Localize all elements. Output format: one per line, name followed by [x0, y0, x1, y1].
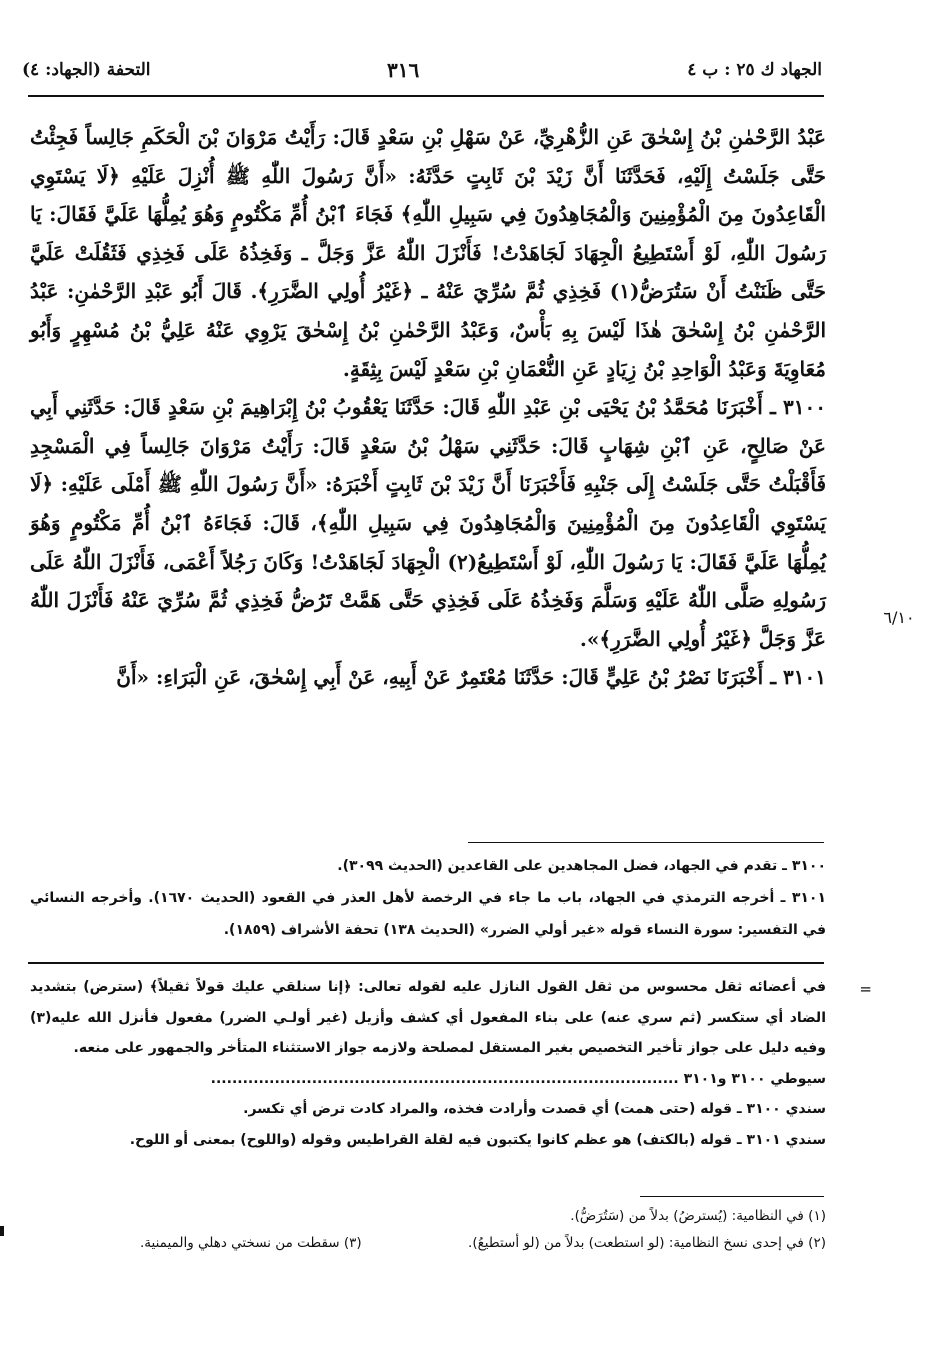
- page-header: [22, 52, 822, 92]
- hadith-paragraph: ٣١٠١ ـ أَخْبَرَنَا نَصْرُ بْنُ عَلِيٍّ قَالَ: حَدَّثَنَا مُعْتَمِرٌ عَنْ أَبِيهِ، عَنْ أَبِي إِسْحٰقَ، عَنِ الْبَرَاءِ: «أَنَّ: [116, 665, 826, 690]
- continuation-mark: =: [859, 980, 872, 998]
- commentary-rule: [28, 962, 824, 964]
- hadith-paragraph: ٣١٠٠ ـ أَخْبَرَنَا مُحَمَّدُ بْنُ يَحْيَى بْنِ عَبْدِ اللّٰهِ قَالَ: حَدَّثَنَا يَعْقُوبُ بْنُ إِبْرَاهِيمَ بْنِ سَعْدٍ قَالَ: حَدَّثَنِي أَبِي عَنْ صَالِحٍ، عَنِ ٱبْنِ شِهَابٍ قَالَ: حَدَّثَنِي سَهْلُ بْنُ سَعْدٍ قَالَ: رَأَيْتُ مَرْوَانَ جَالِساً فِي الْمَسْجِدِ فَأَقْبَلْتُ حَتَّى جَلَسْتُ إِلَى جَنْبِهِ فَأَخْبَرَنَا أَنَّ زَيْدَ بْنَ ثَابِتٍ أَخْبَرَهُ: «أَنَّ رَسُولَ اللّٰهِ ﷺ أَمْلَى عَلَيْهِ: ﴿لَا يَسْتَوِي الْقَاعِدُونَ مِنَ الْمُؤْمِنِينَ وَالْمُجَاهِدُونَ فِي سَبِيلِ اللّٰهِ﴾، قَالَ: فَجَاءَهُ ٱبْنُ أُمِّ مَكْتُومٍ وَهُوَ يُمِلُّهَا عَلَيَّ فَقَالَ: يَا رَسُولَ اللّٰهِ، لَوْ أَسْتَطِيعُ(٢) الْجِهَادَ لَجَاهَدْتُ! وَكَانَ رَجُلاً أَعْمَى، فَأَنْزَلَ اللّٰهُ عَلَى رَسُولِهِ صَلَّى اللّٰهُ عَلَيْهِ وَسَلَّمَ وَفَخِذُهُ عَلَى فَخِذِي حَتَّى هَمَّتْ تَرُضُّ فَخِذِي ثُمَّ سُرِّيَ عَنْهُ فَأَنْزَلَ اللّٰهُ عَزَّ وَجَلَّ ﴿غَيْرُ أُولِي الضَّرَرِ﴾».: [30, 395, 826, 651]
- chapter-reference: الجهاد ك ٢٥ : ب ٤: [687, 60, 822, 80]
- header-rule: [28, 95, 824, 97]
- sindi-note: سندي ٣١٠١ ـ قوله (بالكتف) هو عظم كانوا يكتبون فيه لقلة القراطيس وقوله (واللوح) بمعنى أو اللوح.: [129, 1131, 826, 1148]
- sindi-note: سندي ٣١٠٠ ـ قوله (حتى همت) أي قصدت وأرادت فخذه، والمراد كادت ترض أي تكسر.: [243, 1101, 826, 1117]
- hadith-body: أَخْبَرَنَا نَصْرُ بْنُ عَلِيٍّ قَالَ: حَدَّثَنَا مُعْتَمِرٌ عَنْ أَبِيهِ، عَنْ أَبِي إِسْحٰقَ، عَنِ الْبَرَاءِ: «أَنَّ: [116, 665, 764, 690]
- footnotes: [30, 1203, 826, 1257]
- footnote-rule: [640, 1196, 824, 1197]
- hadith-paragraph: عَبْدُ الرَّحْمٰنِ بْنُ إِسْحٰقَ عَنِ الزُّهْرِيِّ، عَنْ سَهْلِ بْنِ سَعْدٍ قَالَ: رَأَيْتُ مَرْوَانَ بْنَ الْحَكَمِ جَالِساً فَجِئْتُ حَتَّى جَلَسْتُ إِلَيْهِ، فَحَدَّثَنَا أَنَّ زَيْدَ بْنَ ثَابِتٍ حَدَّثَهُ: «أَنَّ رَسُولَ اللّٰهِ ﷺ أُنْزِلَ عَلَيْهِ ﴿لَا يَسْتَوِي الْقَاعِدُونَ مِنَ الْمُؤْمِنِينَ وَالْمُجَاهِدُونَ فِي سَبِيلِ اللّٰهِ﴾ فَجَاءَ ٱبْنُ أُمِّ مَكْتُومٍ وَهُوَ يُمِلُّهَا عَلَيَّ فَقَالَ: يَا رَسُولَ اللّٰهِ، لَوْ أَسْتَطِيعُ الْجِهَادَ لَجَاهَدْتُ! فَأَنْزَلَ اللّٰهُ عَزَّ وَجَلَّ ـ وَفَخِذُهُ عَلَى فَخِذِي فَثَقُلَتْ عَلَيَّ حَتَّى ظَنَنْتُ أَنْ سَتُرَضُّ(١) فَخِذِي ثُمَّ سُرِّيَ عَنْهُ ـ ﴿غَيْرُ أُولِي الضَّرَرِ﴾. قَالَ أَبُو عَبْدِ الرَّحْمٰنِ: عَبْدُ الرَّحْمٰنِ بْنُ إِسْحٰقَ هٰذَا لَيْسَ بِهِ بَأْسٌ، وَعَبْدُ الرَّحْمٰنِ بْنُ إِسْحٰقَ يَرْوِي عَنْهُ عَلِيُّ بْنُ مُسْهِرٍ وَأَبُو مُعَاوِيَةَ وَعَبْدُ الْوَاحِدِ بْنُ زِيَادٍ عَنِ النُّعْمَانِ بْنِ سَعْدٍ لَيْسَ بِثِقَةٍ.: [30, 125, 826, 381]
- footnote: (٢) في إحدى نسخ النظامية: (لو استطعت) بدلاً من (لو أستطيعُ).: [468, 1235, 826, 1251]
- takhrij-rule: [468, 842, 824, 843]
- hadith-number: ٣١٠٠: [783, 395, 826, 420]
- takhrij-line: ٣١٠٠ ـ تقدم في الجهاد، فضل المجاهدين على القاعدين (الحديث ٣٠٩٩).: [337, 858, 826, 874]
- hadith-number: ٣١٠١: [783, 665, 826, 690]
- takhrij-block: [30, 850, 826, 946]
- footnote: (٣) سقطت من نسختي دهلي والميمنية.: [140, 1235, 362, 1251]
- page-number: ٣١٦: [387, 58, 420, 82]
- hadith-body: أَخْبَرَنَا مُحَمَّدُ بْنُ يَحْيَى بْنِ عَبْدِ اللّٰهِ قَالَ: حَدَّثَنَا يَعْقُوبُ بْنُ إِبْرَاهِيمَ بْنِ سَعْدٍ قَالَ: حَدَّثَنِي أَبِي عَنْ صَالِحٍ، عَنِ ٱبْنِ شِهَابٍ قَالَ: حَدَّثَنِي سَهْلُ بْنُ سَعْدٍ قَالَ: رَأَيْتُ مَرْوَانَ جَالِساً فِي الْمَسْجِدِ فَأَقْبَلْتُ حَتَّى جَلَسْتُ إِلَى جَنْبِهِ فَأَخْبَرَنَا أَنَّ زَيْدَ بْنَ ثَابِتٍ أَخْبَرَهُ: «أَنَّ رَسُولَ اللّٰهِ ﷺ أَمْلَى عَلَيْهِ: ﴿لَا يَسْتَوِي الْقَاعِدُونَ مِنَ الْمُؤْمِنِينَ وَالْمُجَاهِدُونَ فِي سَبِيلِ اللّٰهِ﴾، قَالَ: فَجَاءَهُ ٱبْنُ أُمِّ مَكْتُومٍ وَهُوَ يُمِلُّهَا عَلَيَّ فَقَالَ: يَا رَسُولَ اللّٰهِ، لَوْ أَسْتَطِيعُ(٢) الْجِهَادَ لَجَاهَدْتُ! وَكَانَ رَجُلاً أَعْمَى، فَأَنْزَلَ اللّٰهُ عَلَى رَسُولِهِ صَلَّى اللّٰهُ عَلَيْهِ وَسَلَّمَ وَفَخِذُهُ عَلَى فَخِذِي حَتَّى هَمَّتْ تَرُضُّ فَخِذِي ثُمَّ سُرِّيَ عَنْهُ فَأَنْزَلَ اللّٰهُ عَزَّ وَجَلَّ ﴿غَيْرُ أُولِي الضَّرَرِ﴾».: [30, 395, 826, 651]
- takhrij-line: ٣١٠١ ـ أخرجه الترمذي في الجهاد، باب ما جاء في الرخصة لأهل العذر في القعود (الحديث ١٦٧٠). وأخرجه النسائي في التفسير: سورة النساء قوله «غير أولي الضرر» (الحديث ١٣٨) تحفة الأشراف (١٨٥٩).: [30, 890, 826, 938]
- commentary-block: [30, 972, 826, 1155]
- margin-note: ٦/١٠: [883, 608, 915, 627]
- suyuti-label: سيوطي ٣١٠٠ و٣١٠١: [683, 1070, 826, 1087]
- tuhfa-reference: التحفة (الجهاد: ٤): [22, 60, 151, 80]
- scan-edge-mark: [0, 1226, 4, 1236]
- suyuti-heading: [30, 1064, 826, 1095]
- footnote: (١) في النظامية: (يُسترضُ) بدلاً من (سَتُرَضُّ).: [570, 1208, 826, 1224]
- footnote-row: [30, 1230, 826, 1257]
- hadith-text: [30, 118, 826, 697]
- commentary-text: في أعضائه ثقل محسوس من ثقل القول النازل عليه لقوله تعالى: ﴿إنا سنلقي عليك قولاً ثقيلاً﴾ (سترض) بتشديد الضاد أي ستكسر (ثم سري عنه) على بناء المفعول أي كشف وأزيل (غير أولـي الضرر) مفعول فأنزل الله عليه(٣) وفيه دليل على جواز تأخير التخصيص بغير المستقل لمصلحة ولازمه جواز الاستثناء المتأخر والجمهور على منعه.: [30, 979, 826, 1056]
- dotted-leader: ........................................................................................: [210, 1070, 679, 1087]
